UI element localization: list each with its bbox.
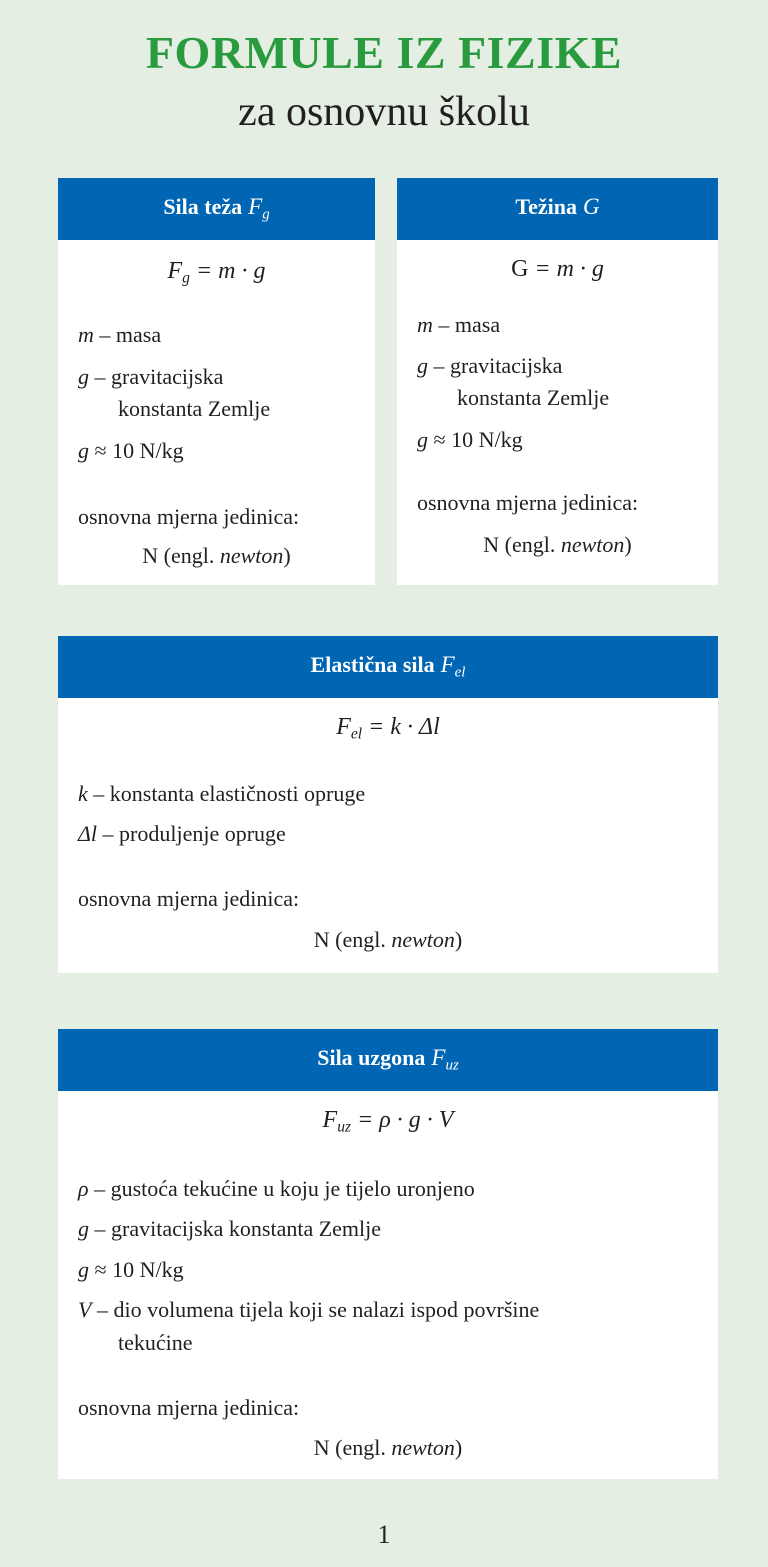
symbol: $F_g$ xyxy=(248,194,270,223)
definition-line: V – dio volumena tijela koji se nalazi ispod površine xyxy=(78,1297,540,1322)
unit-label: osnovna mjerna jedinica: xyxy=(78,886,300,911)
symbol: G xyxy=(582,194,600,219)
definition-line: g ≈ 10 N/kg xyxy=(78,438,184,463)
definition-line: g – gravitacijska konstanta Zemlje xyxy=(78,1216,382,1241)
unit-value: N (engl. newton) xyxy=(313,1435,463,1460)
card-header xyxy=(397,178,718,240)
card-title: Elastična sila xyxy=(310,652,435,677)
card-tezina xyxy=(397,178,718,585)
definition-line: g ≈ 10 N/kg xyxy=(417,427,523,452)
unit-value: N (engl. newton) xyxy=(483,532,632,557)
card-header xyxy=(58,636,718,698)
card-header xyxy=(58,178,375,240)
page-title: FORMULE IZ FIZIKE xyxy=(145,27,623,78)
definition-line: g – gravitacijska xyxy=(78,364,224,389)
card-elasticna-sila xyxy=(58,636,718,973)
symbol: $F_{el}$ xyxy=(440,652,466,681)
definition-line: Δl – produljenje opruge xyxy=(78,821,286,846)
definition-line: m – masa xyxy=(78,322,162,347)
symbol: $F_{uz}$ xyxy=(431,1045,459,1074)
definition-line: m – masa xyxy=(417,312,501,337)
page-number: 1 xyxy=(377,1520,391,1549)
formula: $F_{uz} = \rho \cdot g \cdot V$ xyxy=(322,1107,454,1136)
card-title: Težina xyxy=(515,194,577,219)
page-subtitle: za osnovnu školu xyxy=(238,89,530,135)
definition-line: g ≈ 10 N/kg xyxy=(78,1257,184,1282)
unit-value: N (engl. newton) xyxy=(313,927,463,952)
unit-value: N (engl. newton) xyxy=(142,543,291,568)
card-sila-uzgona xyxy=(58,1029,718,1479)
formula: $F_{el} = k \cdot \Delta l$ xyxy=(336,714,440,743)
definition-line: konstanta Zemlje xyxy=(118,396,271,421)
definition-line: ρ – gustoća tekućine u koju je tijelo uronjeno xyxy=(78,1176,475,1201)
unit-label: osnovna mjerna jedinica: xyxy=(417,490,639,515)
definition-line: k – konstanta elastičnosti opruge xyxy=(78,781,366,806)
definition-line: konstanta Zemlje xyxy=(457,385,610,410)
formula: $F_g = m \cdot g$ xyxy=(167,258,266,287)
definition-line: g – gravitacijska xyxy=(417,353,563,378)
card-title: Sila uzgona xyxy=(317,1045,426,1070)
definition-line: tekućine xyxy=(118,1330,193,1355)
card-sila-teza xyxy=(58,178,375,585)
card-header xyxy=(58,1029,718,1091)
card-title: Sila teža xyxy=(163,194,243,219)
unit-label: osnovna mjerna jedinica: xyxy=(78,504,300,529)
formula: G = m · g xyxy=(511,256,604,282)
unit-label: osnovna mjerna jedinica: xyxy=(78,1395,300,1420)
